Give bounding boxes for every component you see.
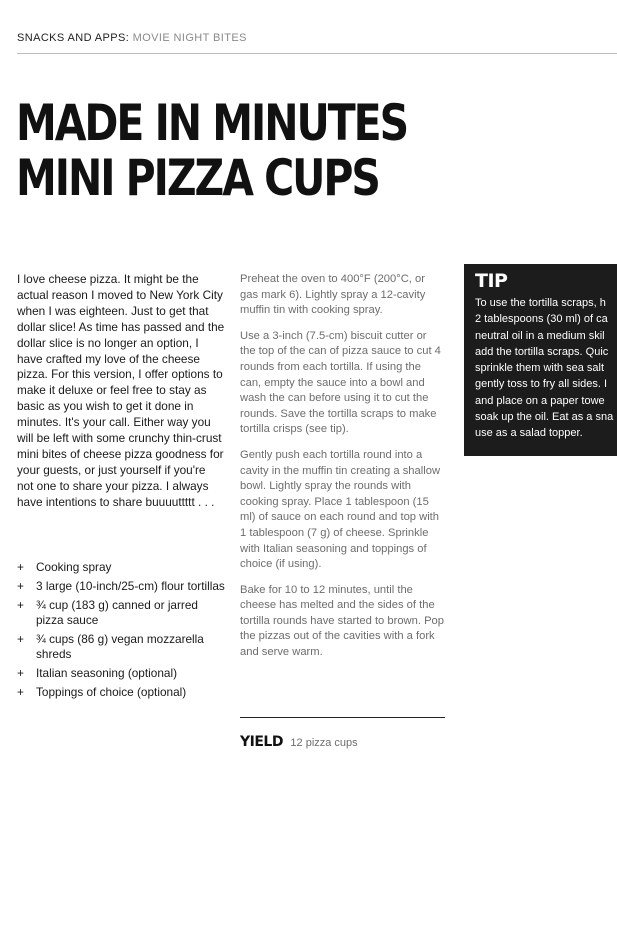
- ingredient-item: [17, 666, 227, 681]
- ingredient-item: [17, 579, 227, 594]
- tip-line: soak up the oil. Eat as a sna: [475, 411, 614, 424]
- yield-divider: [240, 717, 445, 718]
- tip-line: use as a salad topper.: [475, 427, 583, 440]
- plus-icon: +: [17, 598, 24, 612]
- recipe-title: [16, 94, 408, 207]
- instructions: [240, 272, 445, 671]
- plus-icon: +: [17, 560, 24, 574]
- tip-title: TIP: [475, 270, 508, 292]
- yield: [240, 733, 358, 751]
- plus-icon: +: [17, 632, 24, 646]
- plus-icon: +: [17, 579, 24, 593]
- tip-line: sprinkle them with sea salt: [475, 362, 604, 375]
- ingredient-text: ¾ cups (86 g) vegan mozzarella shreds: [36, 632, 204, 661]
- intro-paragraph: I love cheese pizza. It might be the actual reason I moved to New York City when I was eighteen. Just to get that dollar slice! As time has passed and the dollar slice is no longer an option, I have crafted my love of the cheese pizza. For this version, I offer options to make it deluxe or feel free to stay as basic as you wish to get it done in minutes. It's your call. Either way you will be left with some crunchy thin-crust mini bites of cheese pizza goodness for your guests, or just yourself if you're not one to share your pizza. I always have intentions to share buuuuttttt . . .: [17, 272, 225, 509]
- ingredient-item: [17, 632, 227, 662]
- tip-box: [464, 264, 617, 456]
- recipe-title-line-1: MADE IN MINUTES: [16, 94, 408, 152]
- page-header: [17, 32, 617, 44]
- header-category: SNACKS AND APPS:: [17, 32, 130, 44]
- ingredient-item: [17, 685, 227, 700]
- ingredient-text: ¾ cup (183 g) canned or jarred pizza sauce: [36, 598, 198, 627]
- tip-line: gently toss to fry all sides. I: [475, 378, 608, 391]
- yield-label: YIELD: [240, 734, 283, 750]
- instruction-step: Gently push each tortilla round into a cavity in the muffin tin creating a shallow bowl. Lightly spray the rounds with cooking spray. Place 1 tablespoon (15 ml) of sauce on each round and top with 1 tablespoon (7 g) of cheese. Sprinkle with Italian seasoning and toppings of choice (if using).: [240, 448, 441, 571]
- instruction-step: Bake for 10 to 12 minutes, until the cheese has melted and the sides of the tortilla rounds have started to brown. Pop the pizzas out of the cavities with a fork and serve warm.: [240, 583, 444, 659]
- ingredient-text: Italian seasoning (optional): [36, 666, 177, 680]
- tip-line: To use the tortilla scraps, h: [475, 297, 606, 309]
- tip-line: add the tortilla scraps. Quic: [475, 345, 609, 358]
- plus-icon: +: [17, 685, 24, 699]
- yield-value: 12 pizza cups: [290, 737, 358, 749]
- ingredient-text: Toppings of choice (optional): [36, 685, 187, 699]
- instruction-step: Preheat the oven to 400°F (200°C, or gas mark 6). Lightly spray a 12-cavity muffin tin with cooking spray.: [240, 273, 426, 317]
- tip-body: [475, 295, 617, 442]
- tip-line: neutral oil in a medium skil: [475, 329, 605, 342]
- ingredient-item: [17, 560, 227, 575]
- instruction-step: Use a 3-inch (7.5-cm) biscuit cutter or the top of the can of pizza sauce to cut 4 rounds from each tortilla. If using the can, empty the sauce into a bowl and wash the can before using it to cut the rounds. Save the tortilla scraps to make tortilla crisps (see tip).: [240, 329, 441, 436]
- plus-icon: +: [17, 666, 24, 680]
- tip-line: 2 tablespoons (30 ml) of ca: [475, 313, 608, 326]
- recipe-title-line-2: MINI PIZZA CUPS: [16, 149, 379, 207]
- ingredient-text: 3 large (10-inch/25-cm) flour tortillas: [36, 579, 225, 593]
- ingredient-text: Cooking spray: [36, 560, 112, 574]
- ingredient-item: [17, 598, 227, 628]
- ingredient-list: [17, 560, 227, 704]
- tip-line: and place on a paper towe: [475, 394, 605, 407]
- header-section: MOVIE NIGHT BITES: [132, 32, 247, 44]
- header-divider: [17, 53, 617, 54]
